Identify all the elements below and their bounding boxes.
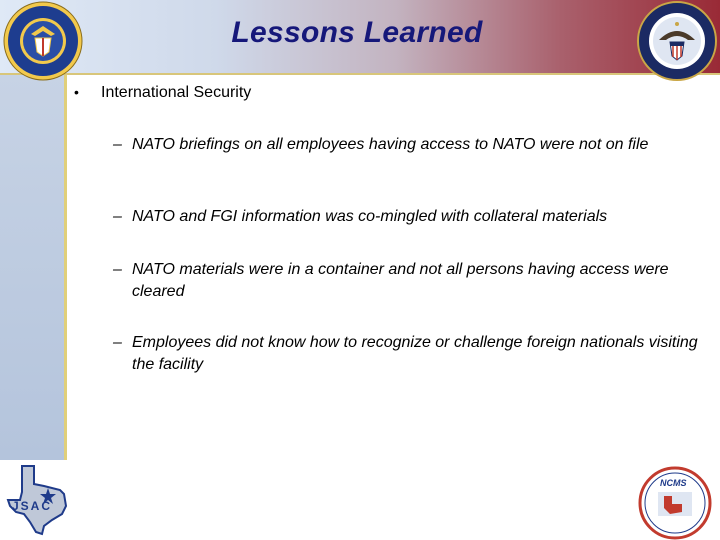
left-sidebar-band	[0, 75, 66, 460]
slide-title: Lessons Learned	[231, 16, 483, 49]
sidebar-divider	[64, 75, 67, 460]
dash-marker: –	[113, 334, 122, 351]
sub-point-text: NATO briefings on all employees having access to NATO were not on file	[132, 136, 649, 153]
dash-marker: –	[113, 136, 122, 153]
dash-marker: –	[113, 208, 122, 225]
ncms-logo	[636, 466, 714, 540]
main-point: International Security	[101, 84, 252, 101]
jsac-logo	[4, 462, 70, 538]
sub-point-text: NATO and FGI information was co-mingled with collateral materials	[132, 208, 608, 225]
svg-text:NCMS: NCMS	[660, 478, 687, 488]
dash-marker: –	[113, 261, 122, 278]
sub-point-text: NATO materials were in a container and not all persons having access were cleared	[132, 261, 669, 300]
sub-point-text: Employees did not know how to recognize or challenge foreign nationals visiting the facility	[132, 334, 698, 373]
header-divider	[0, 73, 720, 75]
svg-text:JSAC: JSAC	[12, 499, 53, 513]
bullet-marker: •	[74, 84, 79, 100]
